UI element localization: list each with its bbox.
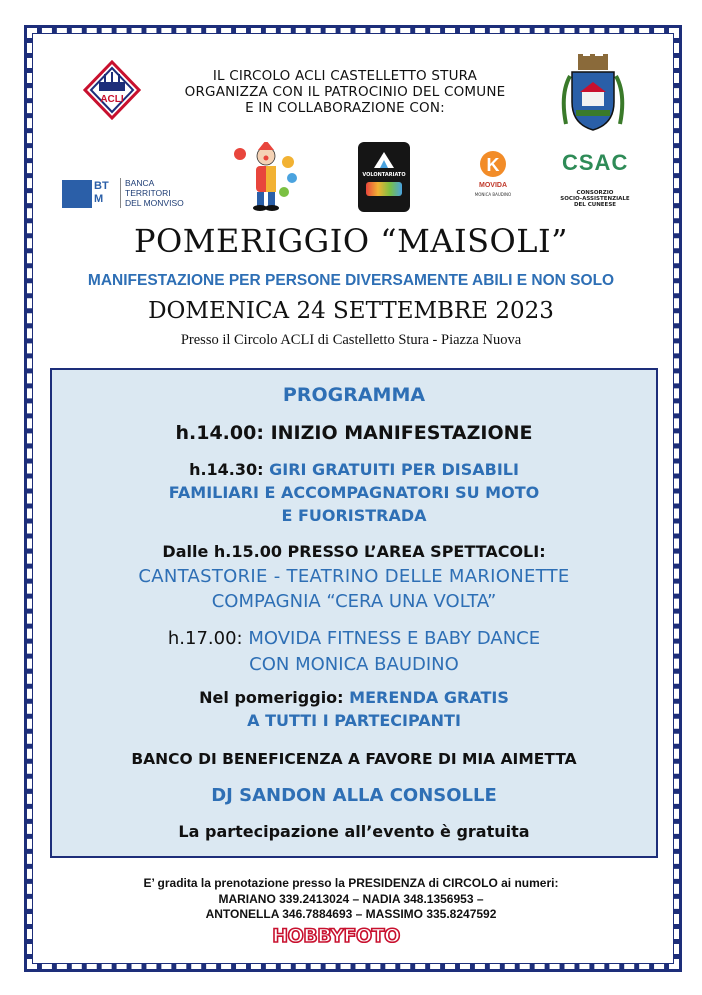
header-line: E IN COLLABORAZIONE CON: (245, 100, 445, 116)
banca-territori-monviso-logo (62, 176, 212, 212)
item-time: h.14.00: (175, 422, 264, 444)
item-time: h.14.30: (189, 460, 264, 479)
item-text: MERENDA GRATIS (349, 688, 509, 707)
hobbyfoto-logo (268, 922, 404, 948)
item-text: FAMILIARI E ACCOMPAGNATORI SU MOTO (168, 483, 540, 502)
volontariato-label: VOLONTARIATO (362, 172, 406, 178)
item-text: A TUTTI I PARTECIPANTI (247, 711, 461, 730)
item-time: h.17.00: (167, 628, 243, 649)
item-label: Nel pomeriggio: (199, 688, 344, 707)
csac-logo (556, 148, 634, 210)
item-text: COMPAGNIA “CERA UNA VOLTA” (211, 591, 497, 612)
csac-sublabel: CONSORZIO (576, 190, 614, 196)
acli-logo-text: ACLI (100, 94, 124, 105)
program-item (52, 460, 656, 479)
volontariato-logo (358, 142, 410, 212)
dj-text: DJ SANDON ALLA CONSOLLE (211, 785, 497, 806)
footer-line: E’ gradita la prenotazione presso la PRESIDENZA di CIRCOLO ai numeri: (143, 876, 559, 890)
header-line: ORGANIZZA CON IL PATROCINIO DEL COMUNE (184, 84, 506, 100)
item-text: CON MONICA BAUDINO (249, 654, 459, 675)
program-panel (50, 368, 658, 858)
program-item (52, 422, 656, 444)
movida-k-icon (479, 148, 507, 180)
program-item (52, 688, 656, 707)
footer-line: MARIANO 339.2413024 – NADIA 348.1356953 – (218, 891, 484, 906)
clown-balloons-logo (230, 142, 300, 212)
item-text: CANTASTORIE - TEATRINO DELLE MARIONETTE (138, 566, 570, 587)
event-place: Presso il Circolo ACLI di Castelletto Stura - Piazza Nuova (180, 332, 522, 348)
btm-mark: BT (94, 180, 109, 192)
header-line: IL CIRCOLO ACLI CASTELLETTO STURA (212, 68, 478, 84)
program-item (52, 628, 656, 649)
event-date: DOMENICA 24 SETTEMBRE 2023 (148, 298, 554, 324)
acli-logo (83, 60, 141, 120)
program-heading: PROGRAMMA (282, 384, 426, 406)
footer (0, 876, 702, 923)
btm-mark: M (94, 193, 104, 205)
btm-name: TERRITORI (125, 188, 171, 198)
item-text: GIRI GRATUITI PER DISABILI (269, 460, 519, 479)
item-text: MOVIDA FITNESS E BABY DANCE (248, 628, 541, 649)
charity-text: BANCO DI BENEFICENZA A FAVORE DI MIA AIMETTA (131, 750, 577, 768)
movida-logo (465, 148, 521, 210)
item-text: E FUORISTRADA (281, 506, 427, 525)
header-text (175, 68, 515, 116)
svg-text:K: K (486, 155, 500, 175)
csac-sublabel: SOCIO-ASSISTENZIALE (560, 196, 630, 202)
csac-sublabel: DEL CUNEESE (573, 202, 617, 208)
btm-name: BANCA (125, 178, 155, 188)
btm-name: DEL MONVISO (125, 198, 184, 208)
municipal-crest (558, 54, 628, 136)
event-title: POMERIGGIO “MAISOLI” (133, 222, 569, 260)
footer-line: ANTONELLA 346.7884693 – MASSIMO 335.8247592 (205, 907, 497, 921)
mountain-icon (372, 150, 396, 170)
item-heading: Dalle h.15.00 PRESSO L’AREA SPETTACOLI: (162, 542, 546, 561)
event-subtitle: MANIFESTAZIONE PER PERSONE DIVERSAMENTE ABILI E NON SOLO (87, 272, 615, 289)
movida-label: MOVIDA (479, 182, 507, 189)
csac-mark: CSAC (562, 150, 629, 175)
movida-sublabel: MONICA BAUDINO (474, 192, 512, 197)
hobbyfoto-text: HOBBYFOTO (272, 925, 400, 947)
item-text: INIZIO MANIFESTAZIONE (270, 422, 533, 444)
free-entry-text: La partecipazione all’evento è gratuita (178, 822, 530, 841)
